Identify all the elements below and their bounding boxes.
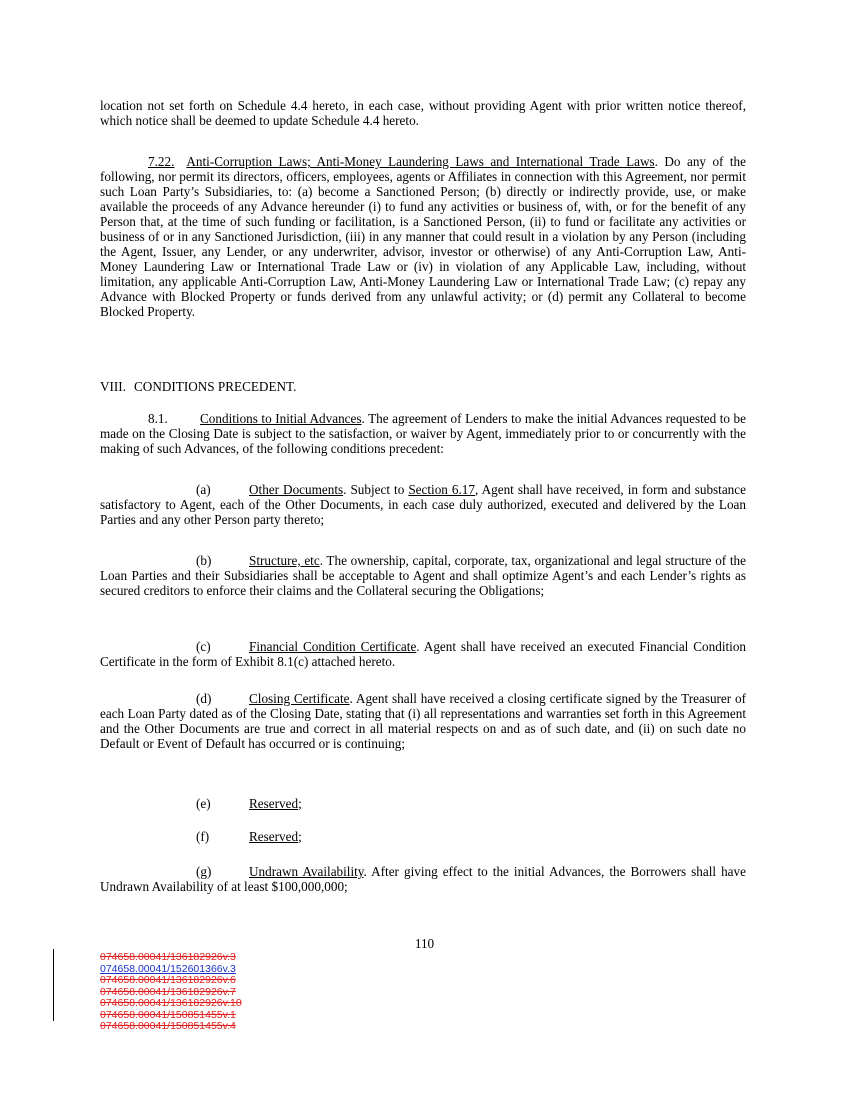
clause-b-heading: Structure, etc bbox=[249, 553, 320, 568]
carryover-paragraph: location not set forth on Schedule 4.4 hereto, in each case, without providing Agent with prior written notice thereof, which notice shall be deemed to update Schedule 4.4 hereto. bbox=[100, 98, 746, 128]
doc-id-deleted: 074658.00041/150851455v.4 bbox=[100, 1020, 236, 1032]
clause-f-heading: Reserved bbox=[249, 829, 299, 844]
clause-g-body: . After giving effect to the initial Advances, the Borrowers shall have Undrawn Availability of at least $100,000,000; bbox=[100, 864, 746, 894]
doc-id-deleted: 074658.00041/136182926v.10 bbox=[100, 997, 242, 1009]
clause-g bbox=[100, 864, 746, 894]
clause-a bbox=[100, 482, 746, 527]
clause-b-label: (b) bbox=[196, 553, 212, 568]
clause-a-label: (a) bbox=[196, 482, 211, 497]
clause-a-heading: Other Documents bbox=[249, 482, 344, 497]
section-8-1-number: 8.1. bbox=[148, 411, 168, 426]
clause-e-label: (e) bbox=[196, 796, 211, 811]
section-7-22-body: . Do any of the following, nor permit its directors, officers, employees, agents or Affiliates in connection with this Agreement, nor permit such Loan Party’s Subsidiaries, to: (a) become a Sanctioned Person; (b) directly or indirectly provide, use, or make available the proceeds of any Advance hereunder (i) to fund any activities or business of, with, or for the benefit of any Person that, at the time of such funding or facilitation, is a Sanctioned Person, (ii) to fund or facilitate any activities or business of or in any Sanctioned Jurisdiction, (iii) in any manner that could result in a violation by any Person (including the Agent, Issuer, any Lender, or any underwriter, advisor, investor or otherwise) of any Anti-Corruption Law, Anti-Money Laundering Law or International Trade Law or (iv) in violation of any Applicable Law, including, without limitation, any applicable Anti-Corruption Law, Anti-Money Laundering Law or International Trade Law; (c) repay any Advance with Blocked Property or funds derived from any unlawful activity; or (d) permit any Collateral to become Blocked Property. bbox=[100, 154, 746, 319]
doc-id-deleted: 074658.00041/136182926v.6 bbox=[100, 974, 236, 986]
section-7-22-heading: Anti-Corruption Laws; Anti-Money Laundering Laws and International Trade Laws bbox=[186, 154, 655, 169]
clause-g-label: (g) bbox=[196, 864, 212, 879]
clause-d-heading: Closing Certificate bbox=[249, 691, 350, 706]
article-viii-number: VIII. bbox=[100, 379, 126, 394]
section-7-22 bbox=[100, 154, 746, 319]
clause-g-heading: Undrawn Availability bbox=[249, 864, 364, 879]
section-8-1-body: . The agreement of Lenders to make the initial Advances requested to be made on the Closing Date is subject to the satisfaction, or waiver by Agent, immediately prior to or concurrently with the making of such Advances, of the following conditions precedent: bbox=[100, 411, 746, 456]
clause-e-tail: ; bbox=[298, 796, 302, 811]
clause-e-heading: Reserved bbox=[249, 796, 299, 811]
section-7-22-number: 7.22. bbox=[148, 154, 175, 169]
clause-c-body: . Agent shall have received an executed Financial Condition Certificate in the form of Exhibit 8.1(c) attached hereto. bbox=[100, 639, 747, 669]
clause-b bbox=[100, 553, 746, 598]
clause-b-body: . The ownership, capital, corporate, tax, organizational and legal structure of the Loan Parties and their Subsidiaries shall be acceptable to Agent and shall optimize Agent’s and each Lender’s rights as secured creditors to enforce their claims and the Collateral securing the Obligations; bbox=[100, 553, 746, 598]
clause-d bbox=[100, 691, 746, 751]
clause-e bbox=[100, 796, 746, 811]
clause-a-body-post: , Agent shall have received, in form and substance satisfactory to Agent, each of the Other Documents, in each case duly authorized, executed and delivered by the Loan Parties and any other Person party thereto; bbox=[100, 482, 746, 527]
section-6-17-ref: Section 6.17 bbox=[408, 482, 475, 497]
clause-f-tail: ; bbox=[298, 829, 302, 844]
page-number: 110 bbox=[414, 936, 435, 951]
clause-c-label: (c) bbox=[196, 639, 211, 654]
clause-f bbox=[100, 829, 746, 844]
doc-id-deleted: 074658.00041/136182926v.3 bbox=[100, 951, 236, 963]
clause-d-body: . Agent shall have received a closing certificate signed by the Treasurer of each Loan Party dated as of the Closing Date, stating that (i) all representations and warranties set forth in this Agreement and the Other Documents are true and correct in all material respects on and as of such date, and (ii) on such date no Default or Event of Default has occurred or is continuing; bbox=[100, 691, 747, 751]
doc-id-inserted: 074658.00041/152601366v.3 bbox=[100, 962, 236, 975]
doc-id-deleted: 074658.00041/136182926v.7 bbox=[100, 985, 236, 998]
clause-d-label: (d) bbox=[196, 691, 212, 706]
clause-a-body-pre: . Subject to bbox=[343, 482, 409, 497]
section-8-1-heading: Conditions to Initial Advances bbox=[200, 411, 362, 426]
article-viii-heading bbox=[100, 379, 746, 394]
doc-id-deleted: 074658.00041/150851455v.1 bbox=[100, 1008, 236, 1021]
clause-f-label: (f) bbox=[196, 829, 210, 844]
article-viii-title: CONDITIONS PRECEDENT. bbox=[134, 379, 297, 394]
footer-doc-ids bbox=[100, 952, 242, 1033]
change-bar bbox=[53, 949, 54, 1021]
clause-c-heading: Financial Condition Certificate bbox=[249, 639, 417, 654]
clause-c bbox=[100, 639, 746, 669]
section-8-1 bbox=[100, 411, 746, 456]
